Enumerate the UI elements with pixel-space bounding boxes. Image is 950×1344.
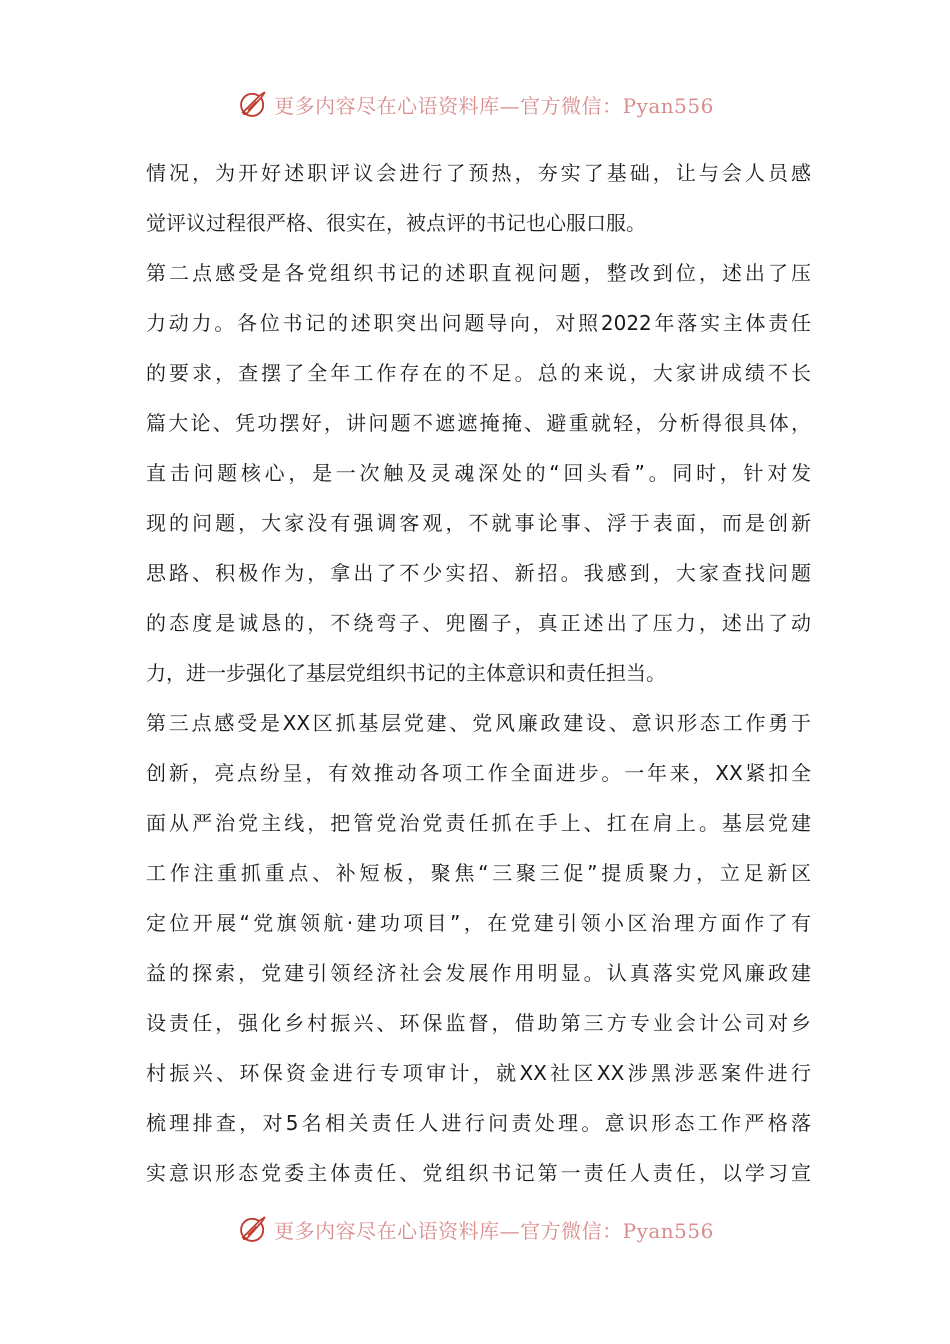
text-line: 第三点感受是XX区抓基层党建、党风廉政建设、意识形态工作勇于 [146,711,811,735]
text-line: 益的探索，党建引领经济社会发展作用明显。认真落实党风廉政建 [146,961,811,985]
text-line: 设责任，强化乡村振兴、环保监督，借助第三方专业会计公司对乡 [146,1011,811,1035]
text-line: 力，进一步强化了基层党组织书记的主体意识和责任担当。 [146,661,666,685]
text-line: 梳理排查，对5名相关责任人进行问责处理。意识形态工作严格落 [146,1111,811,1135]
text-line: 情况，为开好述职评议会进行了预热，夯实了基础，让与会人员感 [146,161,811,185]
pen-nib-logo-icon [236,87,270,121]
text-line: 的态度是诚恳的，不绕弯子、兜圈子，真正述出了压力，述出了动 [146,611,811,635]
text-line: 力动力。各位书记的述职突出问题导向，对照2022年落实主体责任 [146,311,811,335]
header-watermark [0,84,950,124]
watermark-text: 更多内容尽在心语资料库—官方微信：Pyan556 [274,1218,714,1243]
watermark-text: 更多内容尽在心语资料库—官方微信：Pyan556 [274,93,714,118]
text-line: 篇大论、凭功摆好，讲问题不遮遮掩掩、避重就轻，分析得很具体， [146,411,811,435]
text-line: 现的问题，大家没有强调客观，不就事论事、浮于表面，而是创新 [146,511,811,535]
text-line: 直击问题核心，是一次触及灵魂深处的“回头看”。同时，针对发 [146,461,811,485]
text-line: 第二点感受是各党组织书记的述职直视问题，整改到位，述出了压 [146,261,811,285]
text-line: 思路、积极作为，拿出了不少实招、新招。我感到，大家查找问题 [146,561,811,585]
text-line: 定位开展“党旗领航·建功项目”，在党建引领小区治理方面作了有 [146,911,811,935]
text-line: 实意识形态党委主体责任、党组织书记第一责任人责任，以学习宣 [146,1161,811,1185]
text-line: 创新，亮点纷呈，有效推动各项工作全面进步。一年来，XX紧扣全 [146,761,811,785]
text-line: 觉评议过程很严格、很实在，被点评的书记也心服口服。 [146,211,646,235]
text-line: 村振兴、环保资金进行专项审计，就XX社区XX涉黑涉恶案件进行 [146,1061,811,1085]
text-line: 工作注重抓重点、补短板，聚焦“三聚三促”提质聚力，立足新区 [146,861,811,885]
text-line: 面从严治党主线，把管党治党责任抓在手上、扛在肩上。基层党建 [146,811,811,835]
pen-nib-logo-icon [236,1212,270,1246]
text-line: 的要求，查摆了全年工作存在的不足。总的来说，大家讲成绩不长 [146,361,811,385]
footer-watermark [0,1209,950,1249]
document-body [146,148,811,1198]
